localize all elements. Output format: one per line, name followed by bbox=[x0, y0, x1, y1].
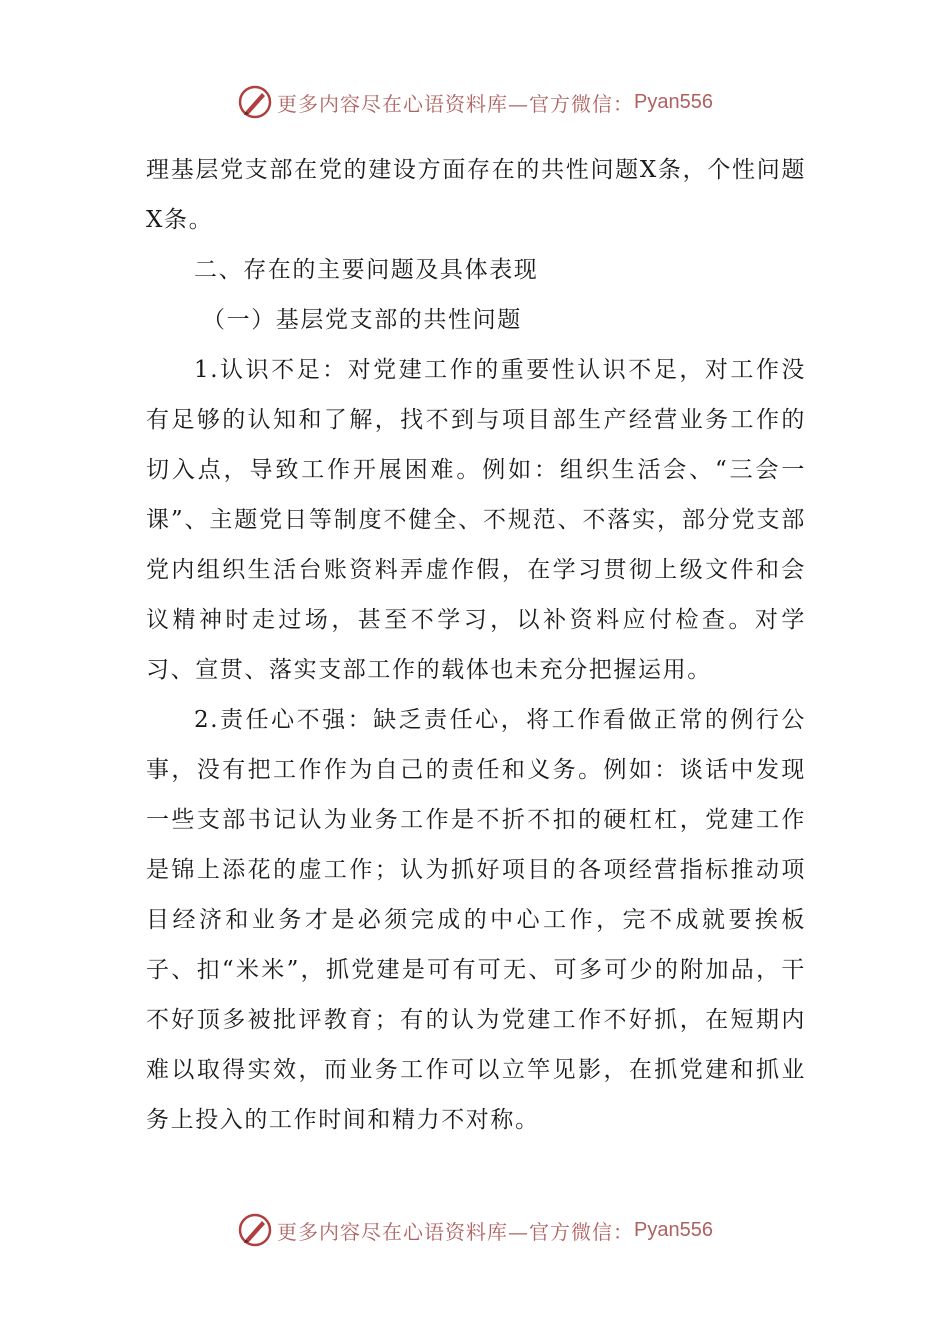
watermark-footer bbox=[0, 1210, 950, 1250]
watermark-text: 更多内容尽在心语资料库—官方微信： bbox=[277, 91, 635, 116]
watermark-wechat-id: Pyan556 bbox=[634, 1218, 713, 1241]
watermark-text: 更多内容尽在心语资料库—官方微信： bbox=[277, 1219, 635, 1244]
paragraph-responsibility: 2.责任心不强：缺乏责任心，将工作看做正常的例行公事，没有把工作作为自己的责任和义务。例如：谈话中发现一些支部书记认为业务工作是不折不扣的硬杠杠，党建工作是锦上添花的虚工作；认为抓好项目的各项经营指标推动项目经济和业务才是必须完成的中心工作，完不成就要挨板子、扣“米米”，抓党建是可有可无、可多可少的附加品，干不好顶多被批评教育；有的认为党建工作不好抓，在短期内难以取得实效，而业务工作可以立竿见影，在抓党建和抓业务上投入的工作时间和精力不对称。 bbox=[146, 707, 806, 1133]
subsection-heading: （一）基层党支部的共性问题 bbox=[202, 307, 522, 333]
pen-logo-icon bbox=[237, 84, 273, 120]
paragraph-awareness: 1.认识不足：对党建工作的重要性认识不足，对工作没有足够的认知和了解，找不到与项目部生产经营业务工作的切入点，导致工作开展困难。例如：组织生活会、“三会一课”、主题党日等制度不健全、不规范、不落实，部分党支部党内组织生活台账资料弄虚作假，在学习贯彻上级文件和会议精神时走过场，甚至不学习，以补资料应付检查。对学习、宣贯、落实支部工作的载体也未充分把握运用。 bbox=[146, 357, 806, 683]
pen-logo-icon bbox=[237, 1212, 273, 1248]
paragraph-continuation: 理基层党支部在党的建设方面存在的共性问题X条，个性问题X条。 bbox=[146, 157, 806, 233]
watermark-wechat-id: Pyan556 bbox=[634, 90, 713, 113]
watermark-header bbox=[0, 82, 950, 122]
document-body bbox=[146, 145, 806, 1145]
section-heading: 二、存在的主要问题及具体表现 bbox=[194, 257, 539, 283]
